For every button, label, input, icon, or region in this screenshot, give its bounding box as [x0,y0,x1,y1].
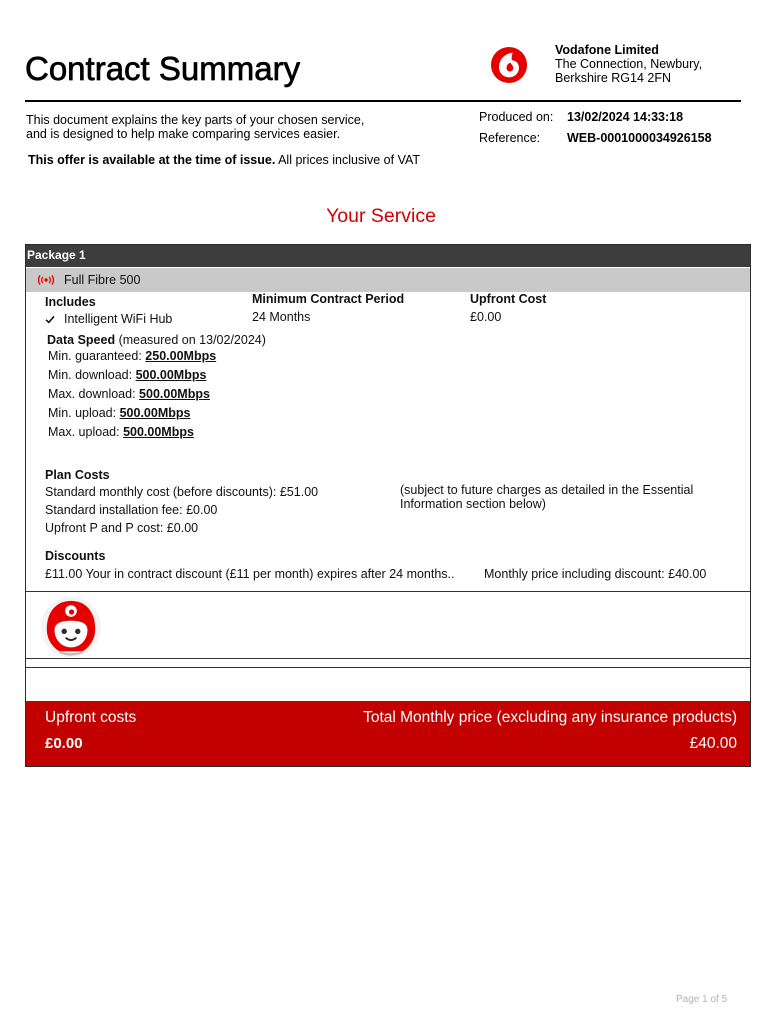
discounts-label: Discounts [45,549,106,563]
speed-row [48,406,190,421]
upfront-cost-label: Upfront Cost [470,292,547,306]
data-speed-heading [47,333,266,348]
plan-cost-value: £0.00 [186,503,218,517]
product-name: Full Fibre 500 [64,273,141,287]
speed-row [48,368,206,383]
plan-cost-line [45,485,318,500]
reference-value: WEB-0001000034926158 [567,131,712,145]
header-divider [25,100,741,102]
company-address-line: The Connection, Newbury, [555,57,703,71]
plan-costs-note-line: Information section below) [400,497,546,511]
total-monthly-value: £40.00 [689,735,737,752]
tobi-chatbot-avatar-icon [40,596,102,658]
speed-label: Max. download: [48,387,136,401]
discount-amount: £11.00 [45,567,83,581]
page-title: Contract Summary [25,50,301,87]
divider [25,591,751,592]
plan-cost-label: Standard installation fee: [45,503,183,517]
vat-note: All prices inclusive of VAT [278,153,421,167]
upfront-cost-value: £0.00 [470,310,502,324]
includes-label: Includes [45,295,96,309]
produced-on-value: 13/02/2024 14:33:18 [567,110,684,124]
plan-cost-line [45,503,217,518]
discount-line [45,567,455,582]
section-heading: Your Service [326,205,436,227]
speed-value: 500.00Mbps [123,425,194,439]
discount-description: Your in contract discount (£11 per month) expires after 24 months.. [85,567,455,581]
speed-label: Min. download: [48,368,133,382]
intro-text-line: and is designed to help make comparing services easier. [26,127,341,141]
divider [25,667,751,668]
upfront-costs-value: £0.00 [45,735,83,752]
data-speed-note: (measured on 13/02/2024) [118,333,266,347]
data-speed-label: Data Speed [47,333,116,347]
reference-label: Reference: [479,131,541,145]
min-contract-value: 24 Months [252,310,311,324]
speed-label: Min. upload: [48,406,117,420]
vodafone-speechmark-icon [490,46,528,84]
speed-row [48,349,216,364]
produced-on-label: Produced on: [479,110,554,124]
total-monthly-label: Total Monthly price (excluding any insurance products) [363,709,737,726]
speed-value: 250.00Mbps [145,349,217,363]
package-label: Package 1 [27,248,86,262]
plan-cost-line [45,521,198,536]
plan-cost-label: Upfront P and P cost: [45,521,164,535]
included-item: Intelligent WiFi Hub [64,312,173,326]
intro-text-line: This document explains the key parts of your chosen service, [26,113,365,127]
plan-cost-value: £51.00 [279,485,319,499]
product-bar [25,268,751,292]
plan-costs-label: Plan Costs [45,468,110,482]
totals-bar [25,701,751,767]
offer-availability-text: This offer is available at the time of issue. [28,153,276,167]
checkmark-icon [45,315,55,324]
package-header-bar [25,244,751,267]
speed-value: 500.00Mbps [139,387,210,401]
discount-monthly-price: Monthly price including discount: £40.00 [484,567,707,581]
speed-value: 500.00Mbps [119,406,191,420]
upfront-costs-label: Upfront costs [45,709,137,726]
company-name: Vodafone Limited [555,43,659,57]
speed-row [48,387,210,402]
plan-costs-note-line: (subject to future charges as detailed in the Essential [400,483,694,497]
speed-label: Max. upload: [48,425,120,439]
plan-cost-label: Standard monthly cost (before discounts): [45,485,277,499]
vodafone-logo [490,46,528,84]
speed-label: Min. guaranteed: [48,349,142,363]
min-contract-label: Minimum Contract Period [252,292,405,306]
broadband-signal-icon [36,274,56,286]
speed-row [48,425,194,440]
intro-text [26,113,364,141]
company-address-line: Berkshire RG14 2FN [555,71,672,85]
offer-statement [28,153,420,168]
divider [25,658,751,659]
company-info [555,43,702,85]
speed-value: 500.00Mbps [135,368,207,382]
plan-cost-value: £0.00 [166,521,199,535]
page-number: Page 1 of 5 [676,994,728,1005]
